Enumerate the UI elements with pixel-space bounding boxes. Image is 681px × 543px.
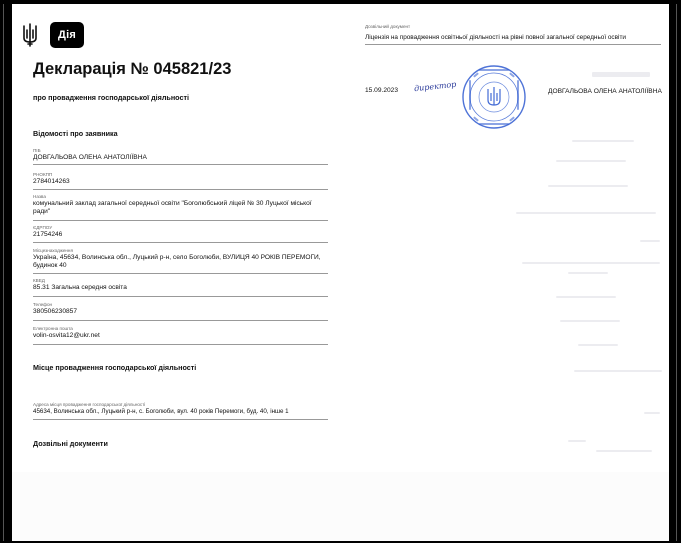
field-value-address: 45634, Волинська обл., Луцький р-н, с. Боголюби, вул. 40 років Перемоги, буд. 40, інше 1 [33, 408, 289, 415]
field-label-email: Електронна пошта [33, 326, 73, 331]
field-divider [33, 242, 328, 243]
field-divider [33, 419, 328, 420]
show-through-text [556, 160, 626, 162]
field-label-edrpou: ЄДРПОУ [33, 225, 53, 230]
show-through-text [640, 240, 660, 242]
show-through-text [592, 72, 650, 77]
diia-logo: Дія [50, 22, 84, 48]
field-divider [33, 164, 328, 165]
field-label-name: ПІБ [33, 148, 41, 153]
field-label-kved: КВЕД [33, 278, 45, 283]
page-subtitle: про провадження господарської діяльності [33, 93, 189, 102]
field-value-kved: 85.31 Загальна середня освіта [33, 284, 127, 291]
show-through-text [568, 272, 608, 274]
show-through-text [578, 344, 618, 346]
field-divider [33, 296, 328, 297]
field-divider [33, 273, 328, 274]
field-divider [33, 220, 328, 221]
permit-value: Ліцензія на провадження освітньої діяльності на рівні повної загальної середньої освіти [365, 34, 626, 41]
frame-edge-left [3, 4, 4, 541]
trident-icon [19, 22, 41, 48]
permit-label: Дозвільний документ [365, 24, 411, 29]
blank-sheet [12, 472, 669, 541]
page-title: Декларація № 045821/23 [33, 60, 232, 78]
show-through-text [596, 450, 652, 452]
official-stamp [461, 64, 527, 130]
field-value-phone: 380506230857 [33, 308, 78, 315]
field-value-name: ДОВГАЛЬОВА ОЛЕНА АНАТОЛІЇВНА [33, 154, 147, 161]
show-through-text [522, 262, 660, 264]
field-value-email: volin-osvita12@ukr.net [33, 332, 100, 339]
field-value-tax-id: 2784014263 [33, 178, 70, 185]
field-label-phone: Телефон [33, 302, 53, 307]
permits-section-heading: Дозвільні документи [33, 439, 108, 448]
place-section-heading: Місце провадження господарської діяльності [33, 363, 197, 372]
show-through-text [548, 185, 628, 187]
field-divider [33, 344, 328, 345]
field-value-location: Україна, 45634, Волинська обл., Луцький р-н, село Боголюби, ВУЛИЦЯ 40 РОКІВ ПЕРЕМОГИ, будинок 40 [33, 254, 321, 269]
show-through-text [516, 212, 656, 214]
field-divider [33, 320, 328, 321]
show-through-text [556, 296, 616, 298]
applicant-section-heading: Відомості про заявника [33, 129, 118, 138]
permit-divider [365, 44, 661, 45]
permit-date: 15.09.2023 [365, 87, 399, 94]
show-through-text [574, 370, 662, 372]
field-divider [33, 189, 328, 190]
show-through-text [644, 412, 660, 414]
show-through-text [568, 440, 586, 442]
field-label-location: Місцезнаходження [33, 248, 73, 253]
field-value-edrpou: 21754246 [33, 231, 63, 238]
show-through-text [560, 320, 620, 322]
field-label-org-name: Назва [33, 194, 46, 199]
frame-edge-right [676, 4, 677, 541]
field-label-address: Адреса місця провадження господарської діяльності [33, 402, 146, 407]
field-value-org-name: комунальний заклад загальної середньої освіти "Боголюбський ліцей № 30 Луцької міської ради" [33, 200, 312, 215]
handwritten-signature: директор [413, 79, 457, 94]
field-label-tax-id: РНОКПП [33, 172, 53, 177]
show-through-text [572, 140, 634, 142]
signer-name: ДОВГАЛЬОВА ОЛЕНА АНАТОЛІЇВНА [548, 88, 662, 95]
